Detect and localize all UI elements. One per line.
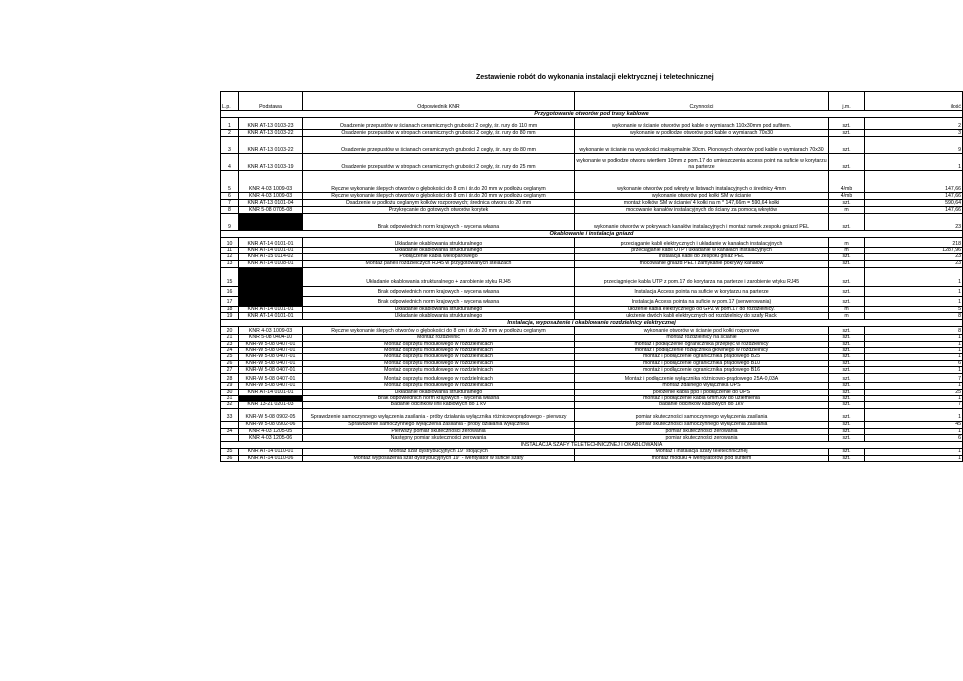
row-lp: 8 xyxy=(221,207,239,214)
row-czynnosci: ułożenie kabla elektrycznego od GPZ w pom.17 do rozdzielnicy. xyxy=(575,306,829,312)
row-podstawa: KNR AT-14 0108-01 xyxy=(239,260,303,267)
row-czynnosci: montaż rozdzielnicy na ścianie xyxy=(575,335,829,341)
row-knr: Układanie okablowania strukturalnego xyxy=(303,313,575,320)
row-jm: szt. xyxy=(829,360,865,366)
row-lp xyxy=(221,435,239,442)
row-lp: 21 xyxy=(221,335,239,341)
row-ilosc: 147,66 xyxy=(865,171,963,193)
redacted-cell xyxy=(239,296,303,306)
section-title: INSTALACJA SZAFY TELETECHNICZNEJ I OKABLOWANIA xyxy=(221,442,963,449)
row-jm: szt. xyxy=(829,367,865,374)
row-podstawa: KNR 4-03 1205-06 xyxy=(239,435,303,442)
row-knr: Osadzenie przepustów w stropach ceramicznych grubości 2 cegły, śr. rury do 25 mm xyxy=(303,154,575,171)
row-czynnosci: położenie kabla ppd i podłączenie do UPS xyxy=(575,389,829,395)
row-czynnosci: pomiar skuteczności zerowania xyxy=(575,428,829,434)
table-row xyxy=(221,286,963,296)
table-row xyxy=(221,421,963,428)
row-ilosc: 1 xyxy=(865,354,963,360)
row-knr: Układanie okablowania strukturalnego xyxy=(303,248,575,254)
row-ilosc: 8 xyxy=(865,327,963,335)
row-podstawa: KNR AT-14 0101-01 xyxy=(239,238,303,248)
row-ilosc: 1 xyxy=(865,367,963,374)
row-lp: 30 xyxy=(221,389,239,395)
redacted-cell xyxy=(239,267,303,286)
row-czynnosci: montaż i podłączenie rozłącznika głównego w rozdzielnicy xyxy=(575,348,829,354)
row-knr: Brak odpowiednich norm krajowych - wycena własna xyxy=(303,214,575,231)
row-podstawa: KNR-W 5-08 0407-01 xyxy=(239,360,303,366)
row-czynnosci: wykonanie w ścianie na wysokości maksymalnie 30cm. Pionowych otworów pod kable o wymiarach 70x30 xyxy=(575,137,829,154)
row-knr: Montaż osprzętu modułowego w rozdzielnicach xyxy=(303,341,575,347)
table-row xyxy=(221,193,963,200)
row-podstawa: KNR AT-13 0103-19 xyxy=(239,154,303,171)
row-czynnosci: montaż i podłączenie ogranicznika prądowego B16 xyxy=(575,367,829,374)
works-table xyxy=(220,91,963,462)
row-podstawa: KNR 4-03 1205-05 xyxy=(239,428,303,434)
row-jm: szt. xyxy=(829,383,865,389)
row-knr: Układanie okablowania strukturalnego xyxy=(303,238,575,248)
table-row xyxy=(221,130,963,137)
row-jm: szt. xyxy=(829,354,865,360)
row-lp: 2 xyxy=(221,130,239,137)
row-czynnosci: wykonanie otworów w ścianie pod kołki rozporowe xyxy=(575,327,829,335)
row-ilosc: 1 xyxy=(865,383,963,389)
row-ilosc: 1 xyxy=(865,348,963,354)
row-czynnosci: wykonanie otworów pod wkręty w listwach instalacyjnych o średnicy 4mm xyxy=(575,171,829,193)
row-czynnosci: wykonanie w ścianie otworów pod kable o wymiarach 110x30mm pod sufitem. xyxy=(575,118,829,130)
row-knr: Układanie okablowania strukturalnego xyxy=(303,306,575,312)
table-row xyxy=(221,367,963,374)
row-podstawa: KNR 4-03 1009-03 xyxy=(239,193,303,200)
row-jm: szt. xyxy=(829,267,865,286)
row-ilosc: 1 xyxy=(865,341,963,347)
row-knr: Montaż osprzętu modułowego w rozdzielnicach xyxy=(303,374,575,383)
row-podstawa: KNR-W 5-08 0902-05 xyxy=(239,408,303,421)
row-ilosc: 1 xyxy=(865,396,963,402)
header-knr: Odpowiednik KNR xyxy=(303,92,575,111)
row-jm: szt. xyxy=(829,455,865,461)
row-ilosc: 23 xyxy=(865,254,963,260)
row-jm: m xyxy=(829,207,865,214)
row-jm: szt. xyxy=(829,327,865,335)
row-knr: Sprawdzenie samoczynnego wyłączenia zasilania - próby działania wyłącznika xyxy=(303,421,575,428)
row-knr: Montaż osprzętu modułowego w rozdzielnicach xyxy=(303,348,575,354)
row-lp: 28 xyxy=(221,374,239,383)
row-podstawa: KNR AT-13 0101-04 xyxy=(239,200,303,207)
row-knr: Ręczne wykonanie ślepych otworów o głębokości do 8 cm i śr.do 20 mm w podłożu ceglanym xyxy=(303,193,575,200)
row-czynnosci: pomiar skuteczności zerowania xyxy=(575,435,829,442)
row-knr: Osadzenie w podłożu ceglanym kołków rozporowych; średnica otworu do 20 mm xyxy=(303,200,575,207)
row-jm: szt. xyxy=(829,396,865,402)
row-lp: 23 xyxy=(221,341,239,347)
row-knr: Brak odpowiednich norm krajowych - wycena własna xyxy=(303,286,575,296)
row-ilosc: 147,66 xyxy=(865,193,963,200)
row-podstawa: KNR 4-03 1009-03 xyxy=(239,327,303,335)
row-jm: szt. xyxy=(829,389,865,395)
row-lp: 9 xyxy=(221,214,239,231)
row-jm: szt. xyxy=(829,154,865,171)
row-czynnosci: wykonanie otworów pod kołki SM w ścianie xyxy=(575,193,829,200)
row-lp: 1 xyxy=(221,118,239,130)
table-row xyxy=(221,455,963,461)
row-ilosc: 1 xyxy=(865,428,963,434)
row-jm: szt. xyxy=(829,137,865,154)
row-czynnosci: montaż kołków SM w ścianie/ 4 kołki na m * 147,66m = 590,64 kołki xyxy=(575,200,829,207)
row-czynnosci: Instalacja Access pointa na suficie w pom.17 (serwerowania) xyxy=(575,296,829,306)
table-row xyxy=(221,327,963,335)
row-czynnosci: Montaż i instalacja szafy teletechnicznej xyxy=(575,449,829,455)
row-jm: szt. xyxy=(829,449,865,455)
row-knr: Brak odpowiednich norm krajowych - wycena własna xyxy=(303,396,575,402)
row-ilosc: 1 xyxy=(865,449,963,455)
section-title: Okablowanie i instalacja gniazd xyxy=(221,231,963,238)
redacted-cell xyxy=(239,214,303,231)
row-jm: szt. xyxy=(829,335,865,341)
row-knr: Ręczne wykonanie ślepych otworów o głębokości do 8 cm i śr.do 20 mm w podłożu ceglanym xyxy=(303,327,575,335)
row-jm: szt. xyxy=(829,348,865,354)
row-lp: 12 xyxy=(221,254,239,260)
row-knr: Montaż osprzętu modułowego w rozdzielnicach xyxy=(303,367,575,374)
row-ilosc: 6 xyxy=(865,360,963,366)
table-row xyxy=(221,171,963,193)
row-jm: szt. xyxy=(829,341,865,347)
row-knr: Osadzenie przepustów w ścianach ceramicznych grubości 2 cegły, śr. rury do 110 mm xyxy=(303,118,575,130)
row-lp: 35 xyxy=(221,449,239,455)
header-lp: L.p. xyxy=(221,92,239,111)
row-ilosc: 6 xyxy=(865,435,963,442)
row-lp: 5 xyxy=(221,171,239,193)
row-lp: 13 xyxy=(221,260,239,267)
row-podstawa: KNR-W 5-08 0407-01 xyxy=(239,374,303,383)
row-jm: 4/mb xyxy=(829,171,865,193)
section-title: Instalacja, wyposażenie i okablowanie rozdzielnicy elektrycznej xyxy=(221,320,963,327)
row-knr: Układanie okablowania strukturalnego xyxy=(303,389,575,395)
row-ilosc: 23 xyxy=(865,214,963,231)
row-jm: szt. xyxy=(829,200,865,207)
row-czynnosci: wykonanie w podłodze otworów pod kable o wymiarach 70x30 xyxy=(575,130,829,137)
row-jm: szt. xyxy=(829,260,865,267)
row-knr: Montaż szaf dystrybucyjnych 19" stojących xyxy=(303,449,575,455)
header-row xyxy=(221,92,963,111)
row-knr: Układanie okablowania strukturalnego + zarobienie styku RJ45 xyxy=(303,267,575,286)
row-lp: 27 xyxy=(221,367,239,374)
row-knr: Ręczne wykonanie ślepych otworów o głębokości do 8 cm i śr.do 20 mm w podłożu ceglanym xyxy=(303,171,575,193)
row-jm: szt. xyxy=(829,408,865,421)
header-czynnosci: Czynności xyxy=(575,92,829,111)
row-jm: szt. xyxy=(829,214,865,231)
row-knr: Montaż wyposażenia szaf dystrybucyjnych 19" - wentylator w suficie szafy xyxy=(303,455,575,461)
row-jm: m xyxy=(829,248,865,254)
row-knr: Montaż rozdzielnic xyxy=(303,335,575,341)
row-knr: Osadzenie przepustów w stropach ceramicznych grubości 2 cegły, śr. rury do 80 mm xyxy=(303,130,575,137)
row-knr: Przykręcanie do gotowych otworów korytek xyxy=(303,207,575,214)
row-jm: szt. xyxy=(829,296,865,306)
row-ilosc: 1 xyxy=(865,154,963,171)
table-row xyxy=(221,296,963,306)
row-ilosc: 8 xyxy=(865,313,963,320)
row-ilosc: 590,64 xyxy=(865,200,963,207)
row-lp: 24 xyxy=(221,348,239,354)
row-czynnosci: montaż i podłączenie ogranicznika przepięć w rozdzielnicy xyxy=(575,341,829,347)
row-podstawa: KNR 5-08 0705-08 xyxy=(239,207,303,214)
row-podstawa: KNR-W 5-08 0407-01 xyxy=(239,348,303,354)
row-czynnosci: mocowanie kanałów instalacyjnych do ściany za pomocą wkrętów xyxy=(575,207,829,214)
row-jm: szt. xyxy=(829,428,865,434)
section-row xyxy=(221,320,963,327)
row-podstawa: KNR AT-13 0103-23 xyxy=(239,118,303,130)
row-knr: Badanie odcinków linii kablowych do 1 kV xyxy=(303,402,575,408)
row-knr: Brak odpowiednich norm krajowych - wycena własna xyxy=(303,296,575,306)
row-podstawa: KNR-W 5-08 0407-01 xyxy=(239,341,303,347)
table-row xyxy=(221,238,963,248)
row-czynnosci: montaż modułu 4 wentylatorów pod sufitem xyxy=(575,455,829,461)
row-ilosc: 3 xyxy=(865,130,963,137)
table-row xyxy=(221,435,963,442)
row-czynnosci: montaż i podłączenie kabla 6mm.kw do uziemienia xyxy=(575,396,829,402)
row-ilosc: 1 xyxy=(865,296,963,306)
row-lp: 10 xyxy=(221,238,239,248)
row-jm: m xyxy=(829,313,865,320)
row-knr: Następny pomiar skuteczności zerowania xyxy=(303,435,575,442)
table-row xyxy=(221,267,963,286)
row-lp: 20 xyxy=(221,327,239,335)
row-czynnosci: wykonanie otworów w pokrywach kanałów instalacyjnych i montaż ramek zespołu gniazd PEL xyxy=(575,214,829,231)
header-ilosc: ilość xyxy=(865,92,963,111)
table-row xyxy=(221,200,963,207)
row-czynnosci: przeciąganie kabli elektrycznych i układanie w kanałach instalacyjnych xyxy=(575,238,829,248)
table-row xyxy=(221,207,963,214)
row-lp: 19 xyxy=(221,313,239,320)
row-podstawa: KNR 4-03 1009-03 xyxy=(239,171,303,193)
row-podstawa: KNR 5-08 0404-10 xyxy=(239,335,303,341)
row-podstawa: KNR AT-14 0101-01 xyxy=(239,248,303,254)
row-lp: 4 xyxy=(221,154,239,171)
row-podstawa: KNR AT-13 0103-22 xyxy=(239,130,303,137)
table-row xyxy=(221,313,963,320)
row-knr: Montaż paneli rozdzielczych RJ45 w przygotowanych stelażach xyxy=(303,260,575,267)
row-ilosc: 2 xyxy=(865,118,963,130)
redacted-cell xyxy=(239,286,303,296)
row-jm: 4/mb xyxy=(829,193,865,200)
row-jm: szt. xyxy=(829,254,865,260)
row-podstawa: KNR AT-14 0101-01 xyxy=(239,313,303,320)
row-ilosc: 147,66 xyxy=(865,207,963,214)
section-row xyxy=(221,231,963,238)
row-lp: 32 xyxy=(221,402,239,408)
row-jm: szt. xyxy=(829,421,865,428)
row-knr: Montaż osprzętu modułowego w rozdzielnicach xyxy=(303,383,575,389)
row-ilosc: 1 xyxy=(865,408,963,421)
row-lp: 33 xyxy=(221,408,239,421)
row-podstawa: KNR AT-14 0101-01 xyxy=(239,306,303,312)
row-jm: m xyxy=(829,238,865,248)
row-lp: 16 xyxy=(221,286,239,296)
row-czynnosci: przeciąganie kabli UTP i układanie w kanałach instalacyjnych xyxy=(575,248,829,254)
row-knr: Pierwszy pomiar skuteczności zerowania xyxy=(303,428,575,434)
table-row xyxy=(221,214,963,231)
header-podstawa: Podstawa xyxy=(239,92,303,111)
table-row xyxy=(221,118,963,130)
row-podstawa: KNR AT-14 0110-06 xyxy=(239,455,303,461)
section-row xyxy=(221,111,963,118)
row-lp: 29 xyxy=(221,383,239,389)
row-knr: Montaż osprzętu modułowego w rozdzielnicach xyxy=(303,354,575,360)
row-czynnosci: badanie odcinków kablowych do 1kV xyxy=(575,402,829,408)
row-czynnosci: montaż i podłączenie ogranicznika prądowego B10 xyxy=(575,360,829,366)
row-lp: 31 xyxy=(221,396,239,402)
row-czynnosci: montaż zdalnego wyłącznika UPS xyxy=(575,383,829,389)
row-podstawa: KNR AT-13 0103-22 xyxy=(239,137,303,154)
row-podstawa: KNR AT-14 0101-01 xyxy=(239,389,303,395)
row-jm: szt. xyxy=(829,118,865,130)
row-lp: 17 xyxy=(221,296,239,306)
table-row xyxy=(221,137,963,154)
row-jm: szt. xyxy=(829,374,865,383)
row-knr: Montaż osprzętu modułowego w rozdzielnicach xyxy=(303,360,575,366)
row-ilosc: 7 xyxy=(865,402,963,408)
row-lp: 26 xyxy=(221,360,239,366)
row-lp: 34 xyxy=(221,428,239,434)
row-ilosc: 5 xyxy=(865,306,963,312)
row-ilosc: 1287,96 xyxy=(865,248,963,254)
row-podstawa: KNR-W 5-08 0902-06 xyxy=(239,421,303,428)
table-row xyxy=(221,260,963,267)
row-podstawa: KNR 13-21 0201-03 xyxy=(239,402,303,408)
row-czynnosci: mocowanie gniazd PEL i zamykanie pokrywy kanałów xyxy=(575,260,829,267)
section-row xyxy=(221,442,963,449)
table-row xyxy=(221,408,963,421)
row-czynnosci: instalacja kabli do zespołu gniaz PEL xyxy=(575,254,829,260)
row-lp: 3 xyxy=(221,137,239,154)
table-row xyxy=(221,154,963,171)
row-lp: 25 xyxy=(221,354,239,360)
section-title: Przygotowanie otworów pod trasy kablowe xyxy=(221,111,963,118)
row-czynnosci: Montaż i podłączenie wyłącznika różnicowo-prądowego 25A-0,03A xyxy=(575,374,829,383)
row-jm: szt. xyxy=(829,286,865,296)
row-lp: 36 xyxy=(221,455,239,461)
row-podstawa: KNR-W 5-08 0407-01 xyxy=(239,383,303,389)
row-lp: 6 xyxy=(221,193,239,200)
row-ilosc: 1 xyxy=(865,286,963,296)
row-ilosc: 7 xyxy=(865,374,963,383)
row-ilosc: 1 xyxy=(865,267,963,286)
row-podstawa: KNR AT-14 0110-01 xyxy=(239,449,303,455)
row-jm: szt. xyxy=(829,402,865,408)
header-jm: j.m. xyxy=(829,92,865,111)
row-jm: m xyxy=(829,306,865,312)
row-ilosc: 218 xyxy=(865,238,963,248)
row-czynnosci: wykonanie w podłodze otworu wiertłem 10mm z pom.17 do umieszczenia access point na suficie w korytarzu na parterze xyxy=(575,154,829,171)
table-row xyxy=(221,374,963,383)
row-knr: Osadzenie przepustów w ścianach ceramicznych grubości 2 cegły, śr. rury do 80 mm xyxy=(303,137,575,154)
document-title: Zestawienie robót do wykonania instalacji elektrycznej i teletechnicznej xyxy=(476,74,714,81)
row-lp: 7 xyxy=(221,200,239,207)
row-ilosc: 1 xyxy=(865,335,963,341)
row-knr: Sprawdzenie samoczynnego wyłączenia zasilania - próby działania wyłącznika różnicowoprądowego - pierwszy xyxy=(303,408,575,421)
row-ilosc: 9 xyxy=(865,137,963,154)
row-lp: 11 xyxy=(221,248,239,254)
row-jm: szt. xyxy=(829,130,865,137)
row-ilosc: 25 xyxy=(865,389,963,395)
row-czynnosci: montaż i podłączenie ogranicznika prądowego B25 xyxy=(575,354,829,360)
row-czynnosci: przeciągnięcie kabla UTP z pom.17 do korytarza na parterze i zarobienie wtyku RJ45 xyxy=(575,267,829,286)
row-lp: 15 xyxy=(221,267,239,286)
row-podstawa: KNR-W 5-08 0407-01 xyxy=(239,354,303,360)
row-czynnosci: pomiar skuteczności samoczynnego wyłączenia zasilania xyxy=(575,408,829,421)
row-jm: szt. xyxy=(829,435,865,442)
row-lp: 18 xyxy=(221,306,239,312)
row-ilosc: 1 xyxy=(865,455,963,461)
row-podstawa: KNR-W 5-08 0407-01 xyxy=(239,367,303,374)
row-ilosc: 23 xyxy=(865,260,963,267)
row-czynnosci: pomiar skuteczności samoczynnego wyłączenia zasilania xyxy=(575,421,829,428)
row-czynnosci: Instalacja Access pointa na suficie w korytarzu na parterze xyxy=(575,286,829,296)
row-podstawa: KNR AT-15 0114-02 xyxy=(239,254,303,260)
row-czynnosci: ułożenie dwóch kabli elektrycznych od rozdzielnicy do szafy Rack xyxy=(575,313,829,320)
row-ilosc: 45 xyxy=(865,421,963,428)
row-knr: Podłączenie kabla wieloparowego xyxy=(303,254,575,260)
